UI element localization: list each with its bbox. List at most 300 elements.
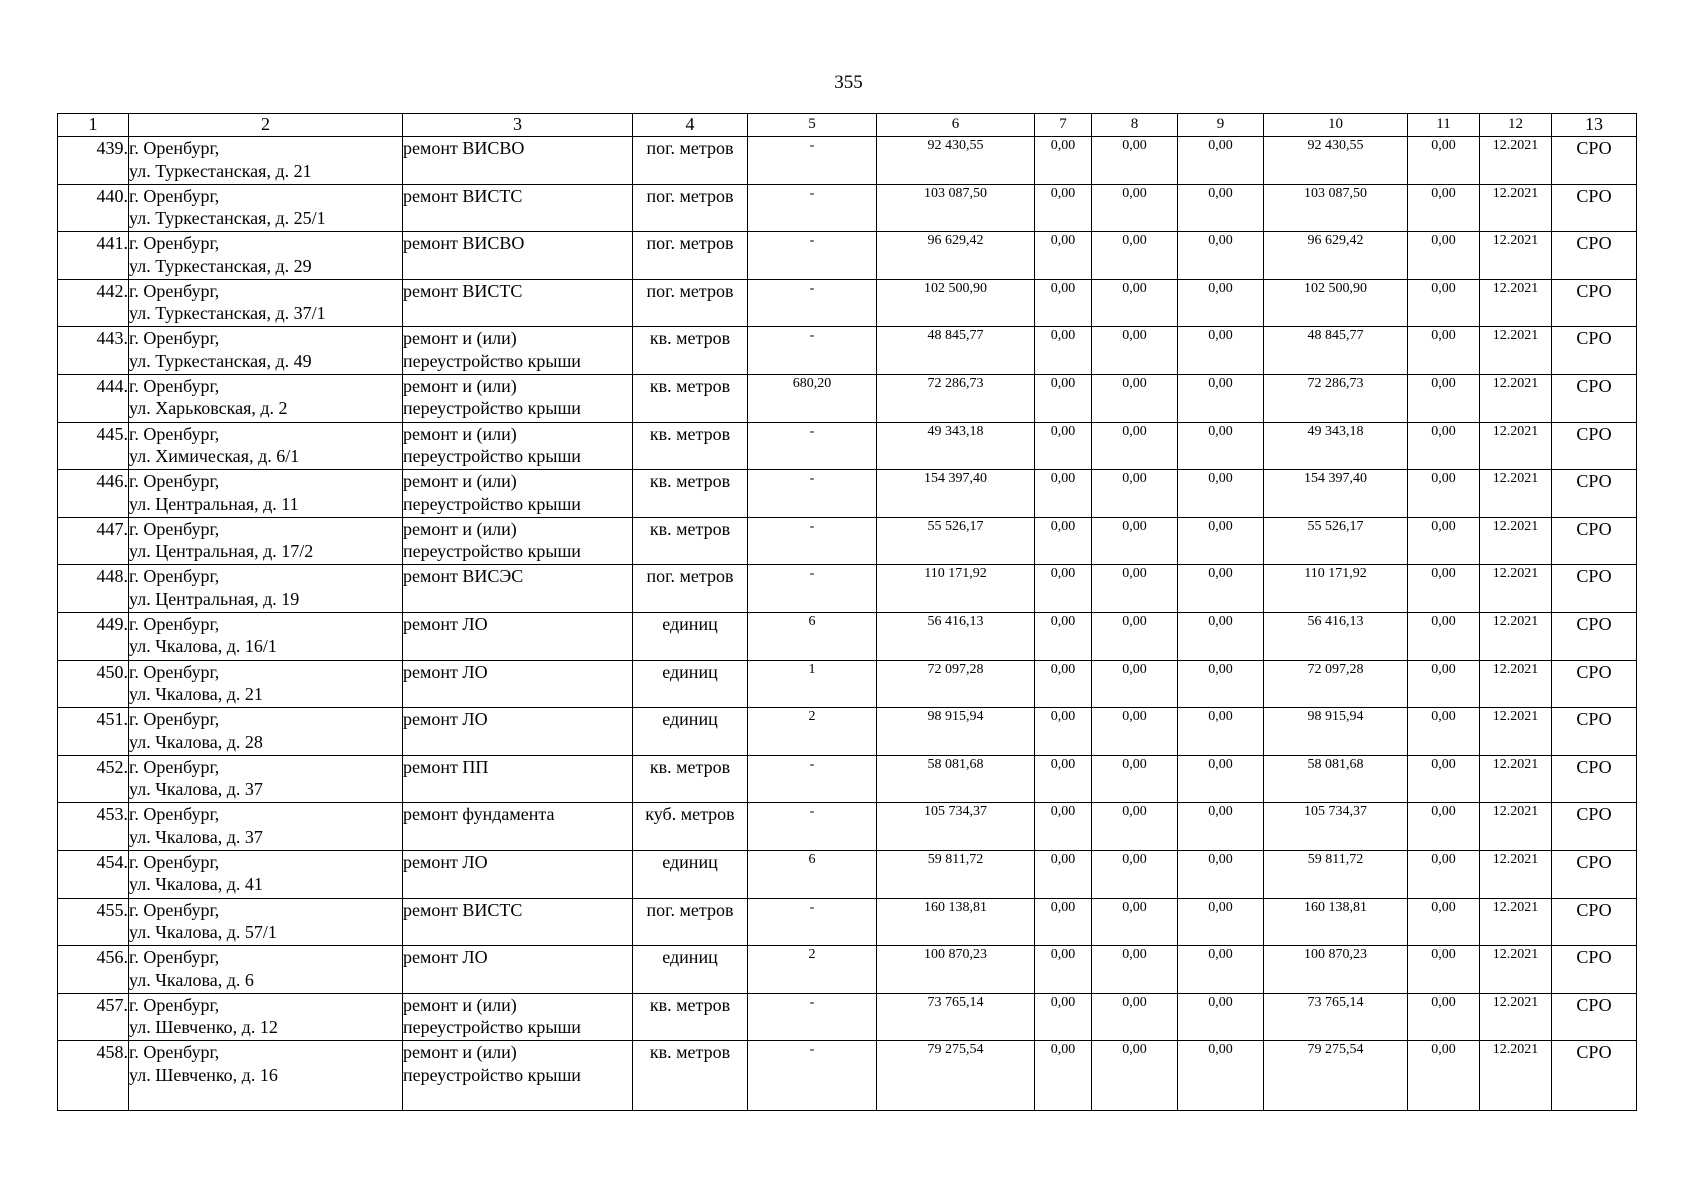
- value-cell-10: 48 845,77: [1264, 327, 1408, 375]
- address-street: ул. Туркестанская, д. 25/1: [129, 208, 326, 229]
- address-street: ул. Чкалова, д. 21: [129, 684, 263, 705]
- volume-cell: -: [748, 517, 877, 565]
- operator-cell: СРО: [1552, 517, 1637, 565]
- value-cell-10: 98 915,94: [1264, 708, 1408, 756]
- volume-cell: -: [748, 184, 877, 232]
- volume-cell: 680,20: [748, 374, 877, 422]
- address-street: ул. Чкалова, д. 57/1: [129, 922, 277, 942]
- unit-cell: единиц: [633, 850, 748, 898]
- value-cell-11: 0,00: [1408, 470, 1480, 518]
- row-number: 453.: [58, 803, 129, 851]
- value-cell-11: 0,00: [1408, 803, 1480, 851]
- work-type-line-1: ремонт и (или): [403, 328, 517, 349]
- table-row: [58, 470, 1637, 518]
- value-cell-9: 0,00: [1178, 184, 1264, 232]
- value-cell-10: 58 081,68: [1264, 755, 1408, 803]
- total-cost-cell: 98 915,94: [877, 708, 1035, 756]
- volume-cell: -: [748, 137, 877, 185]
- value-cell-7: 0,00: [1035, 993, 1092, 1041]
- completion-date-cell: 12.2021: [1480, 612, 1552, 660]
- address-city: г. Оренбург,: [129, 138, 220, 158]
- unit-cell: единиц: [633, 708, 748, 756]
- address-cell: [129, 1041, 403, 1111]
- value-cell-9: 0,00: [1178, 279, 1264, 327]
- address-city: г. Оренбург,: [129, 375, 220, 396]
- total-cost-cell: 96 629,42: [877, 232, 1035, 280]
- value-cell-9: 0,00: [1178, 803, 1264, 851]
- volume-cell: -: [748, 898, 877, 946]
- column-header: 2: [129, 114, 403, 137]
- row-number: 440.: [58, 184, 129, 232]
- volume-cell: 6: [748, 612, 877, 660]
- work-type-line-1: ремонт и (или): [403, 994, 517, 1015]
- column-header: 4: [633, 114, 748, 137]
- address-city: г. Оренбург,: [129, 1042, 220, 1063]
- operator-cell: СРО: [1552, 232, 1637, 280]
- work-type-line-1: ремонт ЛО: [403, 613, 488, 634]
- operator-cell: СРО: [1552, 850, 1637, 898]
- value-cell-8: 0,00: [1092, 232, 1178, 280]
- value-cell-8: 0,00: [1092, 470, 1178, 518]
- value-cell-8: 0,00: [1092, 327, 1178, 375]
- completion-date-cell: 12.2021: [1480, 993, 1552, 1041]
- operator-cell: СРО: [1552, 898, 1637, 946]
- table-row: [58, 1041, 1637, 1111]
- value-cell-10: 92 430,55: [1264, 137, 1408, 185]
- row-number: 442.: [58, 279, 129, 327]
- column-header: 6: [877, 114, 1035, 137]
- address-cell: [129, 993, 403, 1041]
- row-number: 451.: [58, 708, 129, 756]
- unit-cell: единиц: [633, 660, 748, 708]
- address-street: ул. Чкалова, д. 16/1: [129, 636, 277, 657]
- value-cell-10: 160 138,81: [1264, 898, 1408, 946]
- unit-cell: кв. метров: [633, 755, 748, 803]
- value-cell-9: 0,00: [1178, 660, 1264, 708]
- value-cell-9: 0,00: [1178, 1041, 1264, 1111]
- unit-cell: единиц: [633, 946, 748, 994]
- column-header: 7: [1035, 114, 1092, 137]
- work-type-cell: [403, 279, 633, 327]
- address-street: ул. Чкалова, д. 41: [129, 874, 263, 895]
- value-cell-7: 0,00: [1035, 279, 1092, 327]
- address-street: ул. Чкалова, д. 28: [129, 731, 263, 752]
- work-type-cell: [403, 422, 633, 470]
- value-cell-11: 0,00: [1408, 565, 1480, 613]
- address-cell: [129, 137, 403, 185]
- header-row: [58, 114, 1637, 137]
- volume-cell: 2: [748, 946, 877, 994]
- value-cell-11: 0,00: [1408, 660, 1480, 708]
- work-type-cell: [403, 470, 633, 518]
- table-row: [58, 374, 1637, 422]
- total-cost-cell: 103 087,50: [877, 184, 1035, 232]
- address-cell: [129, 279, 403, 327]
- work-type-line-1: ремонт ВИСВО: [403, 138, 525, 158]
- volume-cell: -: [748, 565, 877, 613]
- value-cell-11: 0,00: [1408, 850, 1480, 898]
- work-type-cell: [403, 708, 633, 756]
- work-type-cell: [403, 1041, 633, 1111]
- value-cell-11: 0,00: [1408, 755, 1480, 803]
- work-type-line-2: переустройство крыши: [403, 1017, 581, 1038]
- work-type-cell: [403, 898, 633, 946]
- column-header: 12: [1480, 114, 1552, 137]
- address-cell: [129, 517, 403, 565]
- value-cell-7: 0,00: [1035, 374, 1092, 422]
- value-cell-11: 0,00: [1408, 374, 1480, 422]
- unit-cell: пог. метров: [633, 232, 748, 280]
- address-street: ул. Туркестанская, д. 21: [129, 160, 312, 181]
- operator-cell: СРО: [1552, 422, 1637, 470]
- row-number: 455.: [58, 898, 129, 946]
- row-number: 454.: [58, 850, 129, 898]
- row-number: 457.: [58, 993, 129, 1041]
- address-city: г. Оренбург,: [129, 280, 220, 301]
- completion-date-cell: 12.2021: [1480, 327, 1552, 375]
- work-type-line-1: ремонт ЛО: [403, 709, 488, 730]
- address-cell: [129, 898, 403, 946]
- value-cell-9: 0,00: [1178, 708, 1264, 756]
- total-cost-cell: 73 765,14: [877, 993, 1035, 1041]
- value-cell-11: 0,00: [1408, 898, 1480, 946]
- row-number: 448.: [58, 565, 129, 613]
- table-row: [58, 803, 1637, 851]
- value-cell-10: 56 416,13: [1264, 612, 1408, 660]
- operator-cell: СРО: [1552, 993, 1637, 1041]
- volume-cell: -: [748, 422, 877, 470]
- completion-date-cell: 12.2021: [1480, 803, 1552, 851]
- work-type-line-1: ремонт ЛО: [403, 947, 488, 968]
- address-city: г. Оренбург,: [129, 851, 220, 872]
- address-street: ул. Химическая, д. 6/1: [129, 446, 300, 467]
- table-row: [58, 137, 1637, 185]
- address-cell: [129, 565, 403, 613]
- value-cell-7: 0,00: [1035, 946, 1092, 994]
- total-cost-cell: 58 081,68: [877, 755, 1035, 803]
- volume-cell: 2: [748, 708, 877, 756]
- value-cell-8: 0,00: [1092, 565, 1178, 613]
- value-cell-10: 154 397,40: [1264, 470, 1408, 518]
- address-street: ул. Харьковская, д. 2: [129, 398, 288, 419]
- value-cell-7: 0,00: [1035, 898, 1092, 946]
- address-street: ул. Центральная, д. 19: [129, 588, 300, 609]
- total-cost-cell: 92 430,55: [877, 137, 1035, 185]
- work-type-line-1: ремонт ЛО: [403, 851, 488, 872]
- row-number: 447.: [58, 517, 129, 565]
- volume-cell: -: [748, 279, 877, 327]
- value-cell-10: 79 275,54: [1264, 1041, 1408, 1111]
- address-city: г. Оренбург,: [129, 756, 220, 777]
- volume-cell: -: [748, 470, 877, 518]
- value-cell-11: 0,00: [1408, 232, 1480, 280]
- address-street: ул. Центральная, д. 11: [129, 493, 299, 514]
- value-cell-7: 0,00: [1035, 1041, 1092, 1111]
- value-cell-8: 0,00: [1092, 708, 1178, 756]
- work-type-cell: [403, 946, 633, 994]
- unit-cell: куб. метров: [633, 803, 748, 851]
- value-cell-8: 0,00: [1092, 517, 1178, 565]
- value-cell-9: 0,00: [1178, 374, 1264, 422]
- value-cell-8: 0,00: [1092, 612, 1178, 660]
- unit-cell: кв. метров: [633, 422, 748, 470]
- column-header: 9: [1178, 114, 1264, 137]
- unit-cell: пог. метров: [633, 898, 748, 946]
- operator-cell: СРО: [1552, 660, 1637, 708]
- operator-cell: СРО: [1552, 708, 1637, 756]
- column-header: 13: [1552, 114, 1637, 137]
- work-type-line-1: ремонт и (или): [403, 423, 517, 444]
- address-cell: [129, 184, 403, 232]
- value-cell-10: 110 171,92: [1264, 565, 1408, 613]
- completion-date-cell: 12.2021: [1480, 755, 1552, 803]
- value-cell-10: 59 811,72: [1264, 850, 1408, 898]
- work-type-cell: [403, 137, 633, 185]
- operator-cell: СРО: [1552, 137, 1637, 185]
- value-cell-11: 0,00: [1408, 993, 1480, 1041]
- work-type-cell: [403, 850, 633, 898]
- value-cell-7: 0,00: [1035, 612, 1092, 660]
- value-cell-8: 0,00: [1092, 850, 1178, 898]
- table-row: [58, 946, 1637, 994]
- table-row: [58, 898, 1637, 946]
- operator-cell: СРО: [1552, 279, 1637, 327]
- page-number: 355: [834, 72, 863, 93]
- address-city: г. Оренбург,: [129, 328, 220, 349]
- table-row: [58, 565, 1637, 613]
- work-type-cell: [403, 803, 633, 851]
- value-cell-7: 0,00: [1035, 565, 1092, 613]
- work-type-cell: [403, 755, 633, 803]
- column-header: 3: [403, 114, 633, 137]
- value-cell-11: 0,00: [1408, 137, 1480, 185]
- work-type-line-1: ремонт ВИСЭС: [403, 566, 524, 587]
- work-type-line-1: ремонт ПП: [403, 756, 489, 777]
- value-cell-9: 0,00: [1178, 612, 1264, 660]
- address-street: ул. Туркестанская, д. 49: [129, 350, 312, 371]
- value-cell-8: 0,00: [1092, 898, 1178, 946]
- address-cell: [129, 232, 403, 280]
- value-cell-9: 0,00: [1178, 946, 1264, 994]
- completion-date-cell: 12.2021: [1480, 470, 1552, 518]
- volume-cell: 1: [748, 660, 877, 708]
- row-number: 449.: [58, 612, 129, 660]
- work-type-line-1: ремонт и (или): [403, 471, 517, 492]
- value-cell-11: 0,00: [1408, 708, 1480, 756]
- value-cell-8: 0,00: [1092, 660, 1178, 708]
- value-cell-10: 49 343,18: [1264, 422, 1408, 470]
- table-row: [58, 612, 1637, 660]
- work-type-line-1: ремонт ЛО: [403, 661, 488, 682]
- value-cell-7: 0,00: [1035, 708, 1092, 756]
- completion-date-cell: 12.2021: [1480, 184, 1552, 232]
- total-cost-cell: 48 845,77: [877, 327, 1035, 375]
- address-city: г. Оренбург,: [129, 423, 220, 444]
- table-row: [58, 422, 1637, 470]
- value-cell-7: 0,00: [1035, 517, 1092, 565]
- value-cell-7: 0,00: [1035, 803, 1092, 851]
- address-street: ул. Чкалова, д. 37: [129, 779, 263, 800]
- work-type-cell: [403, 374, 633, 422]
- completion-date-cell: 12.2021: [1480, 660, 1552, 708]
- address-cell: [129, 327, 403, 375]
- operator-cell: СРО: [1552, 374, 1637, 422]
- volume-cell: -: [748, 232, 877, 280]
- row-number: 458.: [58, 1041, 129, 1111]
- address-street: ул. Центральная, д. 17/2: [129, 541, 314, 562]
- work-type-line-2: переустройство крыши: [403, 1064, 581, 1085]
- value-cell-10: 72 286,73: [1264, 374, 1408, 422]
- value-cell-8: 0,00: [1092, 184, 1178, 232]
- address-cell: [129, 946, 403, 994]
- work-type-cell: [403, 184, 633, 232]
- total-cost-cell: 59 811,72: [877, 850, 1035, 898]
- row-number: 443.: [58, 327, 129, 375]
- column-header: 5: [748, 114, 877, 137]
- work-type-line-1: ремонт фундамента: [403, 804, 555, 825]
- value-cell-7: 0,00: [1035, 137, 1092, 185]
- operator-cell: СРО: [1552, 565, 1637, 613]
- address-city: г. Оренбург,: [129, 899, 220, 920]
- address-city: г. Оренбург,: [129, 804, 220, 825]
- value-cell-7: 0,00: [1035, 232, 1092, 280]
- address-cell: [129, 612, 403, 660]
- row-number: 456.: [58, 946, 129, 994]
- value-cell-10: 102 500,90: [1264, 279, 1408, 327]
- unit-cell: пог. метров: [633, 279, 748, 327]
- volume-cell: -: [748, 755, 877, 803]
- unit-cell: кв. метров: [633, 1041, 748, 1111]
- unit-cell: пог. метров: [633, 137, 748, 185]
- value-cell-11: 0,00: [1408, 517, 1480, 565]
- address-street: ул. Туркестанская, д. 29: [129, 255, 312, 276]
- table-row: [58, 517, 1637, 565]
- column-header: 10: [1264, 114, 1408, 137]
- value-cell-8: 0,00: [1092, 137, 1178, 185]
- address-city: г. Оренбург,: [129, 613, 220, 634]
- address-cell: [129, 755, 403, 803]
- address-cell: [129, 660, 403, 708]
- table-row: [58, 232, 1637, 280]
- volume-cell: -: [748, 993, 877, 1041]
- unit-cell: кв. метров: [633, 374, 748, 422]
- value-cell-11: 0,00: [1408, 612, 1480, 660]
- operator-cell: СРО: [1552, 470, 1637, 518]
- value-cell-11: 0,00: [1408, 327, 1480, 375]
- work-type-line-1: ремонт ВИСТС: [403, 280, 523, 301]
- completion-date-cell: 12.2021: [1480, 137, 1552, 185]
- address-cell: [129, 422, 403, 470]
- address-city: г. Оренбург,: [129, 233, 220, 254]
- total-cost-cell: 160 138,81: [877, 898, 1035, 946]
- value-cell-9: 0,00: [1178, 422, 1264, 470]
- value-cell-7: 0,00: [1035, 422, 1092, 470]
- column-header: 11: [1408, 114, 1480, 137]
- table-row: [58, 850, 1637, 898]
- unit-cell: кв. метров: [633, 470, 748, 518]
- unit-cell: пог. метров: [633, 565, 748, 613]
- volume-cell: -: [748, 1041, 877, 1111]
- value-cell-8: 0,00: [1092, 374, 1178, 422]
- row-number: 446.: [58, 470, 129, 518]
- work-type-line-1: ремонт ВИСВО: [403, 233, 525, 254]
- address-city: г. Оренбург,: [129, 661, 220, 682]
- work-type-line-1: ремонт ВИСТС: [403, 899, 523, 920]
- value-cell-9: 0,00: [1178, 565, 1264, 613]
- address-street: ул. Чкалова, д. 37: [129, 826, 263, 847]
- value-cell-9: 0,00: [1178, 850, 1264, 898]
- address-street: ул. Чкалова, д. 6: [129, 969, 254, 990]
- row-number: 439.: [58, 137, 129, 185]
- volume-cell: -: [748, 327, 877, 375]
- operator-cell: СРО: [1552, 1041, 1637, 1111]
- operator-cell: СРО: [1552, 612, 1637, 660]
- work-type-line-1: ремонт ВИСТС: [403, 185, 523, 206]
- address-city: г. Оренбург,: [129, 566, 220, 587]
- work-type-line-2: переустройство крыши: [403, 350, 581, 371]
- value-cell-9: 0,00: [1178, 993, 1264, 1041]
- value-cell-10: 55 526,17: [1264, 517, 1408, 565]
- address-cell: [129, 470, 403, 518]
- address-street: ул. Шевченко, д. 12: [129, 1017, 278, 1038]
- table-row: [58, 993, 1637, 1041]
- value-cell-8: 0,00: [1092, 755, 1178, 803]
- completion-date-cell: 12.2021: [1480, 1041, 1552, 1111]
- unit-cell: пог. метров: [633, 184, 748, 232]
- completion-date-cell: 12.2021: [1480, 422, 1552, 470]
- operator-cell: СРО: [1552, 755, 1637, 803]
- work-type-line-2: переустройство крыши: [403, 398, 581, 419]
- total-cost-cell: 110 171,92: [877, 565, 1035, 613]
- value-cell-7: 0,00: [1035, 660, 1092, 708]
- value-cell-11: 0,00: [1408, 1041, 1480, 1111]
- row-number: 452.: [58, 755, 129, 803]
- work-type-cell: [403, 660, 633, 708]
- work-type-cell: [403, 612, 633, 660]
- address-city: г. Оренбург,: [129, 185, 220, 206]
- row-number: 450.: [58, 660, 129, 708]
- value-cell-10: 105 734,37: [1264, 803, 1408, 851]
- unit-cell: кв. метров: [633, 993, 748, 1041]
- completion-date-cell: 12.2021: [1480, 850, 1552, 898]
- value-cell-8: 0,00: [1092, 946, 1178, 994]
- value-cell-11: 0,00: [1408, 422, 1480, 470]
- operator-cell: СРО: [1552, 803, 1637, 851]
- value-cell-8: 0,00: [1092, 422, 1178, 470]
- work-type-line-2: переустройство крыши: [403, 493, 581, 514]
- address-cell: [129, 708, 403, 756]
- address-city: г. Оренбург,: [129, 994, 220, 1015]
- value-cell-8: 0,00: [1092, 993, 1178, 1041]
- value-cell-9: 0,00: [1178, 470, 1264, 518]
- completion-date-cell: 12.2021: [1480, 565, 1552, 613]
- address-cell: [129, 374, 403, 422]
- value-cell-7: 0,00: [1035, 470, 1092, 518]
- table-row: [58, 755, 1637, 803]
- address-city: г. Оренбург,: [129, 709, 220, 730]
- address-cell: [129, 803, 403, 851]
- work-type-cell: [403, 517, 633, 565]
- address-city: г. Оренбург,: [129, 518, 220, 539]
- completion-date-cell: 12.2021: [1480, 708, 1552, 756]
- completion-date-cell: 12.2021: [1480, 374, 1552, 422]
- row-number: 444.: [58, 374, 129, 422]
- work-type-cell: [403, 327, 633, 375]
- volume-cell: 6: [748, 850, 877, 898]
- table-row: [58, 708, 1637, 756]
- value-cell-10: 100 870,23: [1264, 946, 1408, 994]
- work-type-cell: [403, 993, 633, 1041]
